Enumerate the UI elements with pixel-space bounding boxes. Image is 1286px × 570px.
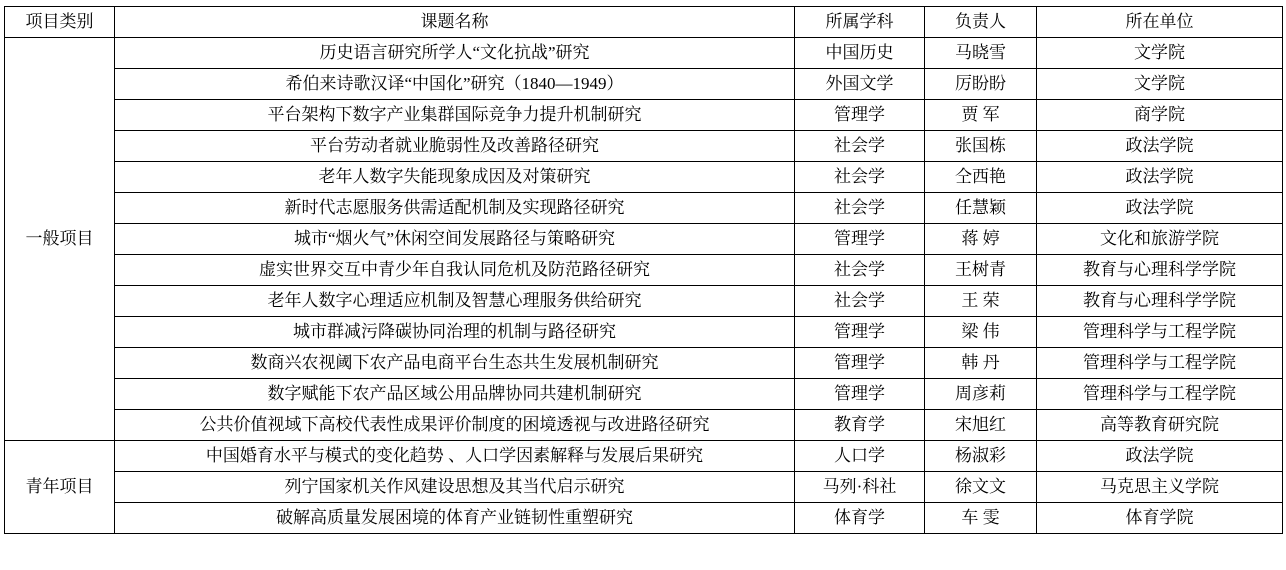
project-leader: 张国栋 (925, 131, 1037, 162)
project-title: 城市“烟火气”休闲空间发展路径与策略研究 (115, 224, 795, 255)
category-cell-general: 一般项目 (5, 38, 115, 441)
project-leader: 厉盼盼 (925, 69, 1037, 100)
project-unit: 文学院 (1037, 69, 1283, 100)
column-header-subject: 所属学科 (795, 7, 925, 38)
column-header-title: 课题名称 (115, 7, 795, 38)
project-leader: 杨淑彩 (925, 441, 1037, 472)
project-subject: 中国历史 (795, 38, 925, 69)
project-subject: 管理学 (795, 379, 925, 410)
project-title: 数商兴农视阈下农产品电商平台生态共生发展机制研究 (115, 348, 795, 379)
project-unit: 文化和旅游学院 (1037, 224, 1283, 255)
table-row (5, 472, 1283, 503)
project-unit: 管理科学与工程学院 (1037, 379, 1283, 410)
project-title: 新时代志愿服务供需适配机制及实现路径研究 (115, 193, 795, 224)
project-title: 历史语言研究所学人“文化抗战”研究 (115, 38, 795, 69)
table-row (5, 69, 1283, 100)
table-row (5, 348, 1283, 379)
project-leader: 王树青 (925, 255, 1037, 286)
project-leader: 王 荣 (925, 286, 1037, 317)
project-unit: 管理科学与工程学院 (1037, 348, 1283, 379)
project-leader: 蒋 婷 (925, 224, 1037, 255)
project-unit: 教育与心理科学学院 (1037, 255, 1283, 286)
table-row (5, 317, 1283, 348)
project-subject: 管理学 (795, 100, 925, 131)
project-title: 破解高质量发展困境的体育产业链韧性重塑研究 (115, 503, 795, 534)
table-row (5, 379, 1283, 410)
project-title: 希伯来诗歌汉译“中国化”研究（1840—1949） (115, 69, 795, 100)
project-subject: 社会学 (795, 286, 925, 317)
project-leader: 贾 军 (925, 100, 1037, 131)
table-row (5, 410, 1283, 441)
table-header-row (5, 7, 1283, 38)
project-unit: 教育与心理科学学院 (1037, 286, 1283, 317)
project-subject: 社会学 (795, 255, 925, 286)
project-title: 老年人数字心理适应机制及智慧心理服务供给研究 (115, 286, 795, 317)
column-header-category: 项目类别 (5, 7, 115, 38)
column-header-unit: 所在单位 (1037, 7, 1283, 38)
project-title: 老年人数字失能现象成因及对策研究 (115, 162, 795, 193)
project-unit: 管理科学与工程学院 (1037, 317, 1283, 348)
project-subject: 教育学 (795, 410, 925, 441)
table-row (5, 100, 1283, 131)
project-title: 城市群减污降碳协同治理的机制与路径研究 (115, 317, 795, 348)
project-leader: 韩 丹 (925, 348, 1037, 379)
project-subject: 外国文学 (795, 69, 925, 100)
project-unit: 政法学院 (1037, 131, 1283, 162)
table-row (5, 131, 1283, 162)
project-leader: 梁 伟 (925, 317, 1037, 348)
project-subject: 管理学 (795, 224, 925, 255)
project-leader: 车 雯 (925, 503, 1037, 534)
project-leader: 马晓雪 (925, 38, 1037, 69)
project-title: 数字赋能下农产品区域公用品牌协同共建机制研究 (115, 379, 795, 410)
project-subject: 管理学 (795, 348, 925, 379)
table-row (5, 503, 1283, 534)
project-leader: 徐文文 (925, 472, 1037, 503)
table-row (5, 286, 1283, 317)
project-title: 列宁国家机关作风建设思想及其当代启示研究 (115, 472, 795, 503)
project-title: 虚实世界交互中青少年自我认同危机及防范路径研究 (115, 255, 795, 286)
project-subject: 社会学 (795, 131, 925, 162)
project-title: 平台劳动者就业脆弱性及改善路径研究 (115, 131, 795, 162)
project-subject: 体育学 (795, 503, 925, 534)
project-title: 平台架构下数字产业集群国际竞争力提升机制研究 (115, 100, 795, 131)
table-row (5, 38, 1283, 69)
project-leader: 仝西艳 (925, 162, 1037, 193)
project-unit: 政法学院 (1037, 441, 1283, 472)
project-unit: 政法学院 (1037, 193, 1283, 224)
project-subject: 社会学 (795, 162, 925, 193)
table-row (5, 441, 1283, 472)
project-subject: 管理学 (795, 317, 925, 348)
table-row (5, 162, 1283, 193)
projects-table (4, 6, 1283, 534)
table-row (5, 193, 1283, 224)
project-leader: 宋旭红 (925, 410, 1037, 441)
project-subject: 马列·科社 (795, 472, 925, 503)
project-leader: 周彦莉 (925, 379, 1037, 410)
project-title: 中国婚育水平与模式的变化趋势 、人口学因素解释与发展后果研究 (115, 441, 795, 472)
table-row (5, 224, 1283, 255)
project-leader: 任慧颖 (925, 193, 1037, 224)
project-unit: 高等教育研究院 (1037, 410, 1283, 441)
project-unit: 商学院 (1037, 100, 1283, 131)
column-header-leader: 负责人 (925, 7, 1037, 38)
table-body (5, 38, 1283, 534)
project-unit: 政法学院 (1037, 162, 1283, 193)
project-unit: 马克思主义学院 (1037, 472, 1283, 503)
category-cell-youth: 青年项目 (5, 441, 115, 534)
project-subject: 社会学 (795, 193, 925, 224)
project-unit: 体育学院 (1037, 503, 1283, 534)
project-unit: 文学院 (1037, 38, 1283, 69)
project-subject: 人口学 (795, 441, 925, 472)
table-row (5, 255, 1283, 286)
project-title: 公共价值视域下高校代表性成果评价制度的困境透视与改进路径研究 (115, 410, 795, 441)
table-header (5, 7, 1283, 38)
